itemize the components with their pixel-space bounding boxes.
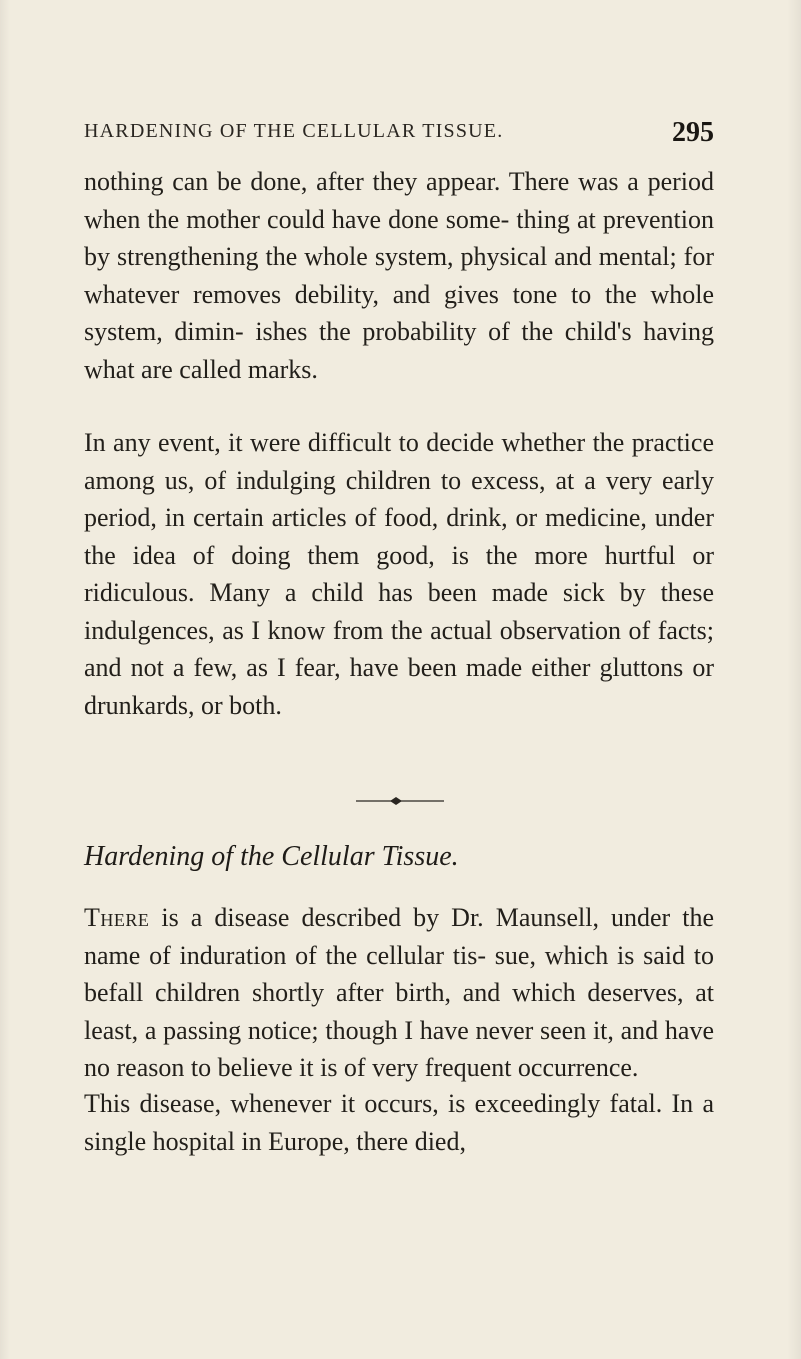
paragraph-indulgence: In any event, it were difficult to decide whether the practice among us, of indulging children to excess, at a very early period, in certain articles of food, drink, or medicine, under the idea of doing them good, is the more hurtful or ridiculous. Many a child has been made sick by these indulgences, as I know from the actual observation of facts; and not a few, as I fear, have been made either gluttons or drunkards, or both. <box>84 428 714 720</box>
running-title: HARDENING OF THE CELLULAR TISSUE. <box>84 120 504 142</box>
paragraph-continued: nothing can be done, after they appear. There was a period when the mother could have done some- thing at prevention by strengthening the whole system, physical and mental; for whatever removes debility, and gives tone to the whole system, dimin- ishes the probability of the child's having what are called marks. <box>84 167 714 384</box>
page-number: 295 <box>672 117 714 148</box>
paragraph-lead-word: There <box>84 903 150 932</box>
paragraph-disease-description <box>84 899 714 1087</box>
diamond-rule-ornament-icon <box>356 796 444 806</box>
paragraph-disease-text: is a disease described by Dr. Maunsell, under the name of induration of the cellular tis- sue, which is said to befall children shortly after birth, and which deserves, at least, a passing notice; though I have never seen it, and have no reason to believe it is of very frequent occurrence. <box>84 903 714 1082</box>
section-heading: Hardening of the Cellular Tissue. <box>84 841 459 872</box>
paragraph-fatality: This disease, whenever it occurs, is exceedingly fatal. In a single hospital in Europe, there died, <box>84 1089 714 1156</box>
running-head <box>84 118 714 154</box>
